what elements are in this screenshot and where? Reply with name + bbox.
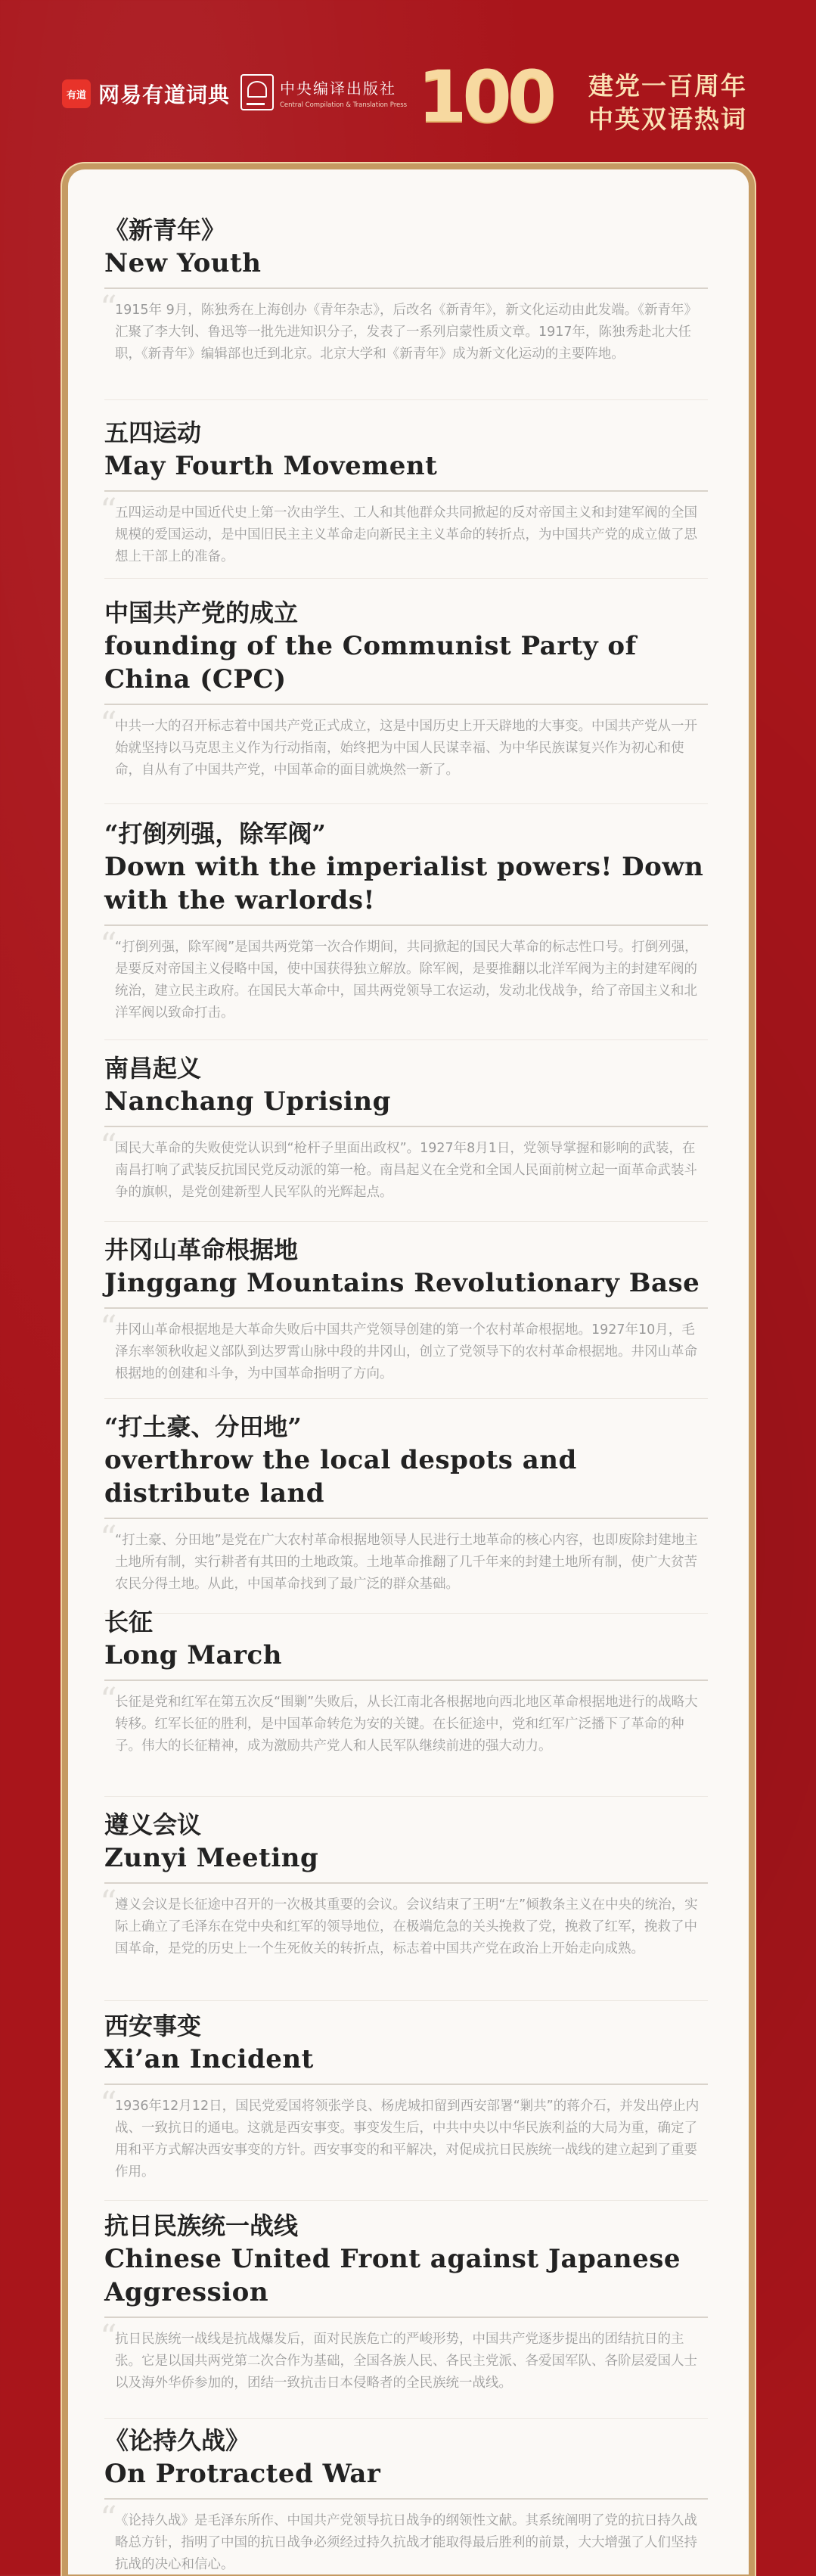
title-rule [104,924,708,926]
title-rule [104,2498,708,2500]
divider [104,803,708,804]
quote-icon: “ [100,705,117,744]
divider [104,578,708,579]
entry-description: “ 遵义会议是长征途中召开的一次极其重要的会议。会议结束了王明“左”倾教条主义在中央的统治，实际上确立了毛泽东在党中央和红军的领导地位，在极端危急的关头挽救了党，挽救了红军，挽救了中国革命，是党的历史上一个生死攸关的转折点，标志着中国共产党在政治上开始走向成熟。 [100,1884,698,1956]
divider [104,399,708,400]
entry-new-youth [100,213,708,365]
press-name-en: Central Compilation & Translation Press [280,101,408,109]
entry-nanchang-uprising [100,1052,708,1204]
title-rule [104,1307,708,1309]
entry-en-title: Nanchang Uprising [104,1086,391,1117]
title-rule [104,287,708,289]
slogan-line1: 建党一百周年 [588,71,747,101]
entry-description: “ 井冈山革命根据地是大革命失败后中国共产党领导创建的第一个农村革命根据地。1927年10月，毛泽东率领秋收起义部队到达罗霄山脉中段的井冈山，创立了党领导下的农村革命根据地。井冈山革命根据地的创建和斗争，为中国革命指明了方向。 [100,1309,697,1381]
quote-icon: “ [100,926,117,965]
entry-en-title: Long March [104,1640,282,1670]
press-name-cn: 中央编译出版社 [280,79,396,98]
entry-united-front [100,2209,708,2394]
entry-description: “ “打土豪、分田地”是党在广大农村革命根据地领导人民进行土地革命的核心内容，也即废除封建地主土地所有制，实行耕者有其田的土地政策。土地革命推翻了几千年来的封建土地所有制，使广大贫苦农民分得土地。从此，中国革命找到了最广泛的群众基础。 [100,1519,698,1592]
divider [104,2200,708,2201]
quote-icon: “ [100,1127,117,1166]
entry-cn-title: 长征 [104,1608,154,1636]
divider [104,1039,708,1040]
slogan-line2: 中英双语热词 [588,104,747,134]
title-rule [104,704,708,705]
entry-cn-title: 《论持久战》 [104,2426,250,2455]
entry-en-title: On Protracted War [104,2459,381,2489]
youdao-logo[interactable] [62,79,230,109]
slogan [588,70,747,136]
entry-overthrow-despots [100,1410,708,1596]
entry-cn-title: 抗日民族统一战线 [104,2211,299,2240]
entry-cn-title: 井冈山革命根据地 [104,1235,299,1264]
entry-en-title: Jinggang Mountains Revolutionary Base [104,1268,700,1298]
header [0,0,816,174]
title-rule [104,1518,708,1519]
quote-icon: “ [100,2318,117,2357]
title-rule [104,1126,708,1127]
entry-en-title: Down with the imperialist powers! Down with the warlords! [104,852,704,915]
youdao-badge-icon: 有道 [62,79,91,108]
entry-protracted-war [100,2424,708,2576]
title-rule [104,490,708,492]
title-rule [104,2083,708,2085]
entry-description: “ 1915年 9月，陈独秀在上海创办《青年杂志》，后改名《新青年》，新文化运动由此发端。《新青年》汇聚了李大钊、鲁迅等一批先进知识分子，发表了一系列启蒙性质文章。1917年，陈独秀赴北大任职，《新青年》编辑部也迁到北京。北京大学和《新青年》成为新文化运动的主要阵地。 [100,289,697,362]
entry-cn-title: 《新青年》 [104,216,226,244]
divider [104,2000,708,2001]
entry-zunyi-meeting [100,1808,708,1960]
quote-icon: “ [100,1681,117,1720]
entry-en-title: May Fourth Movement [104,451,438,481]
divider [104,1398,708,1399]
entry-cn-title: 中国共产党的成立 [104,598,299,627]
entry-cn-title: “打倒列强，除军阀” [104,819,326,848]
entry-en-title: founding of the Communist Party of China (CPC) [104,631,637,694]
divider [104,1221,708,1222]
title-rule [104,1882,708,1884]
entry-en-title: Xi’an Incident [104,2044,314,2074]
title-rule [104,2317,708,2318]
youdao-name: 网易有道词典 [98,82,231,107]
quote-icon: “ [100,1309,117,1347]
quote-icon: “ [100,492,117,530]
entry-en-title: overthrow the local despots and distribute land [104,1445,577,1509]
entry-description: “ 五四运动是中国近代史上第一次由学生、工人和其他群众共同掀起的反对帝国主义和封建军阀的全国规模的爱国运动，是中国旧民主主义革命走向新民主主义革命的转折点，为中国共产党的成立做了思想上干部上的准备。 [100,492,697,564]
quote-icon: “ [100,2500,117,2538]
entry-description: “ 1936年12月12日，国民党爱国将领张学良、杨虎城扣留到西安部署“剿共”的蒋介石，并发出停止内战、一致抗日的通电。这就是西安事变。事变发生后，中共中央以中华民族利益的大局为重，确定了用和平方式解决西安事变的方针。西安事变的和平解决，对促成抗日民族统一战线的建立起到了重要作用。 [100,2085,700,2180]
quote-icon: “ [100,289,117,328]
divider [104,2418,708,2419]
entry-description: “ 长征是党和红军在第五次反“围剿”失败后，从长江南北各根据地向西北地区革命根据地进行的战略大转移。红军长征的胜利，是中国革命转危为安的关键。在长征途中，党和红军广泛播下了革命的种子。伟大的长征精神，成为激励共产党人和人民军队继续前进的强大动力。 [100,1681,698,1754]
entry-cn-title: 西安事变 [104,2012,202,2040]
anniversary-100: 100 [417,56,553,138]
entry-cpc-founding [100,596,708,782]
entry-en-title: Chinese United Front against Japanese Aggression [104,2244,681,2307]
entry-cn-title: 遵义会议 [104,1810,202,1839]
entry-cn-title: “打土豪、分田地” [104,1412,302,1441]
entry-cn-title: 南昌起义 [104,1054,202,1083]
quote-icon: “ [100,1884,117,1922]
press-logo[interactable] [240,74,407,110]
content-card [68,169,749,2574]
press-emblem-icon [240,74,274,110]
entry-en-title: Zunyi Meeting [104,1843,319,1873]
entry-en-title: New Youth [104,248,262,278]
entry-down-with-imperialists [100,817,708,1024]
entry-description: “ 中共一大的召开标志着中国共产党正式成立，这是中国历史上开天辟地的大事变。中国共产党从一开始就坚持以马克思主义作为行动指南，始终把为中国人民谋幸福、为中华民族谋复兴作为初心和使命，自从有了中国共产党，中国革命的面目就焕然一新了。 [100,705,697,778]
title-rule [104,1680,708,1681]
entry-xian-incident [100,2009,708,2183]
entry-long-march [100,1605,708,1757]
quote-icon: “ [100,2085,117,2124]
entry-description: “ “打倒列强，除军阀”是国共两党第一次合作期间，共同掀起的国民大革命的标志性口号。打倒列强，是要反对帝国主义侵略中国，使中国获得独立解放。除军阀，是要推翻以北洋军阀为主的封建军阀的统治，建立民主政府。在国民大革命中，国共两党领导工农运动，发动北伐战争，给了帝国主义和北洋军阀以致命打击。 [100,926,698,1021]
entry-jinggang-base [100,1233,708,1385]
entry-description: “ 抗日民族统一战线是抗战爆发后，面对民族危亡的严峻形势，中国共产党逐步提出的团结抗日的主张。它是以国共两党第二次合作为基础，全国各族人民、各民主党派、各爱国军队、各阶层爱国人士以及海外华侨参加的，团结一致抗击日本侵略者的全民族统一战线。 [100,2318,697,2391]
entry-description: “ 国民大革命的失败使党认识到“枪杆子里面出政权”。1927年8月1日，党领导掌握和影响的武装，在南昌打响了武装反抗国民党反动派的第一枪。南昌起义在全党和全国人民面前树立起一面革命武装斗争的旗帜，是党创建新型人民军队的光辉起点。 [100,1127,697,1200]
entry-description: “ 《论持久战》是毛泽东所作、中国共产党领导抗日战争的纲领性文献。其系统阐明了党的抗日持久战略总方针，指明了中国的抗日战争必须经过持久抗战才能取得最后胜利的前景，大大增强了人们坚持抗战的决心和信心。 [100,2500,697,2572]
entry-cn-title: 五四运动 [104,418,202,447]
quote-icon: “ [100,1519,117,1558]
entry-may-fourth [100,416,708,568]
divider [104,1796,708,1797]
